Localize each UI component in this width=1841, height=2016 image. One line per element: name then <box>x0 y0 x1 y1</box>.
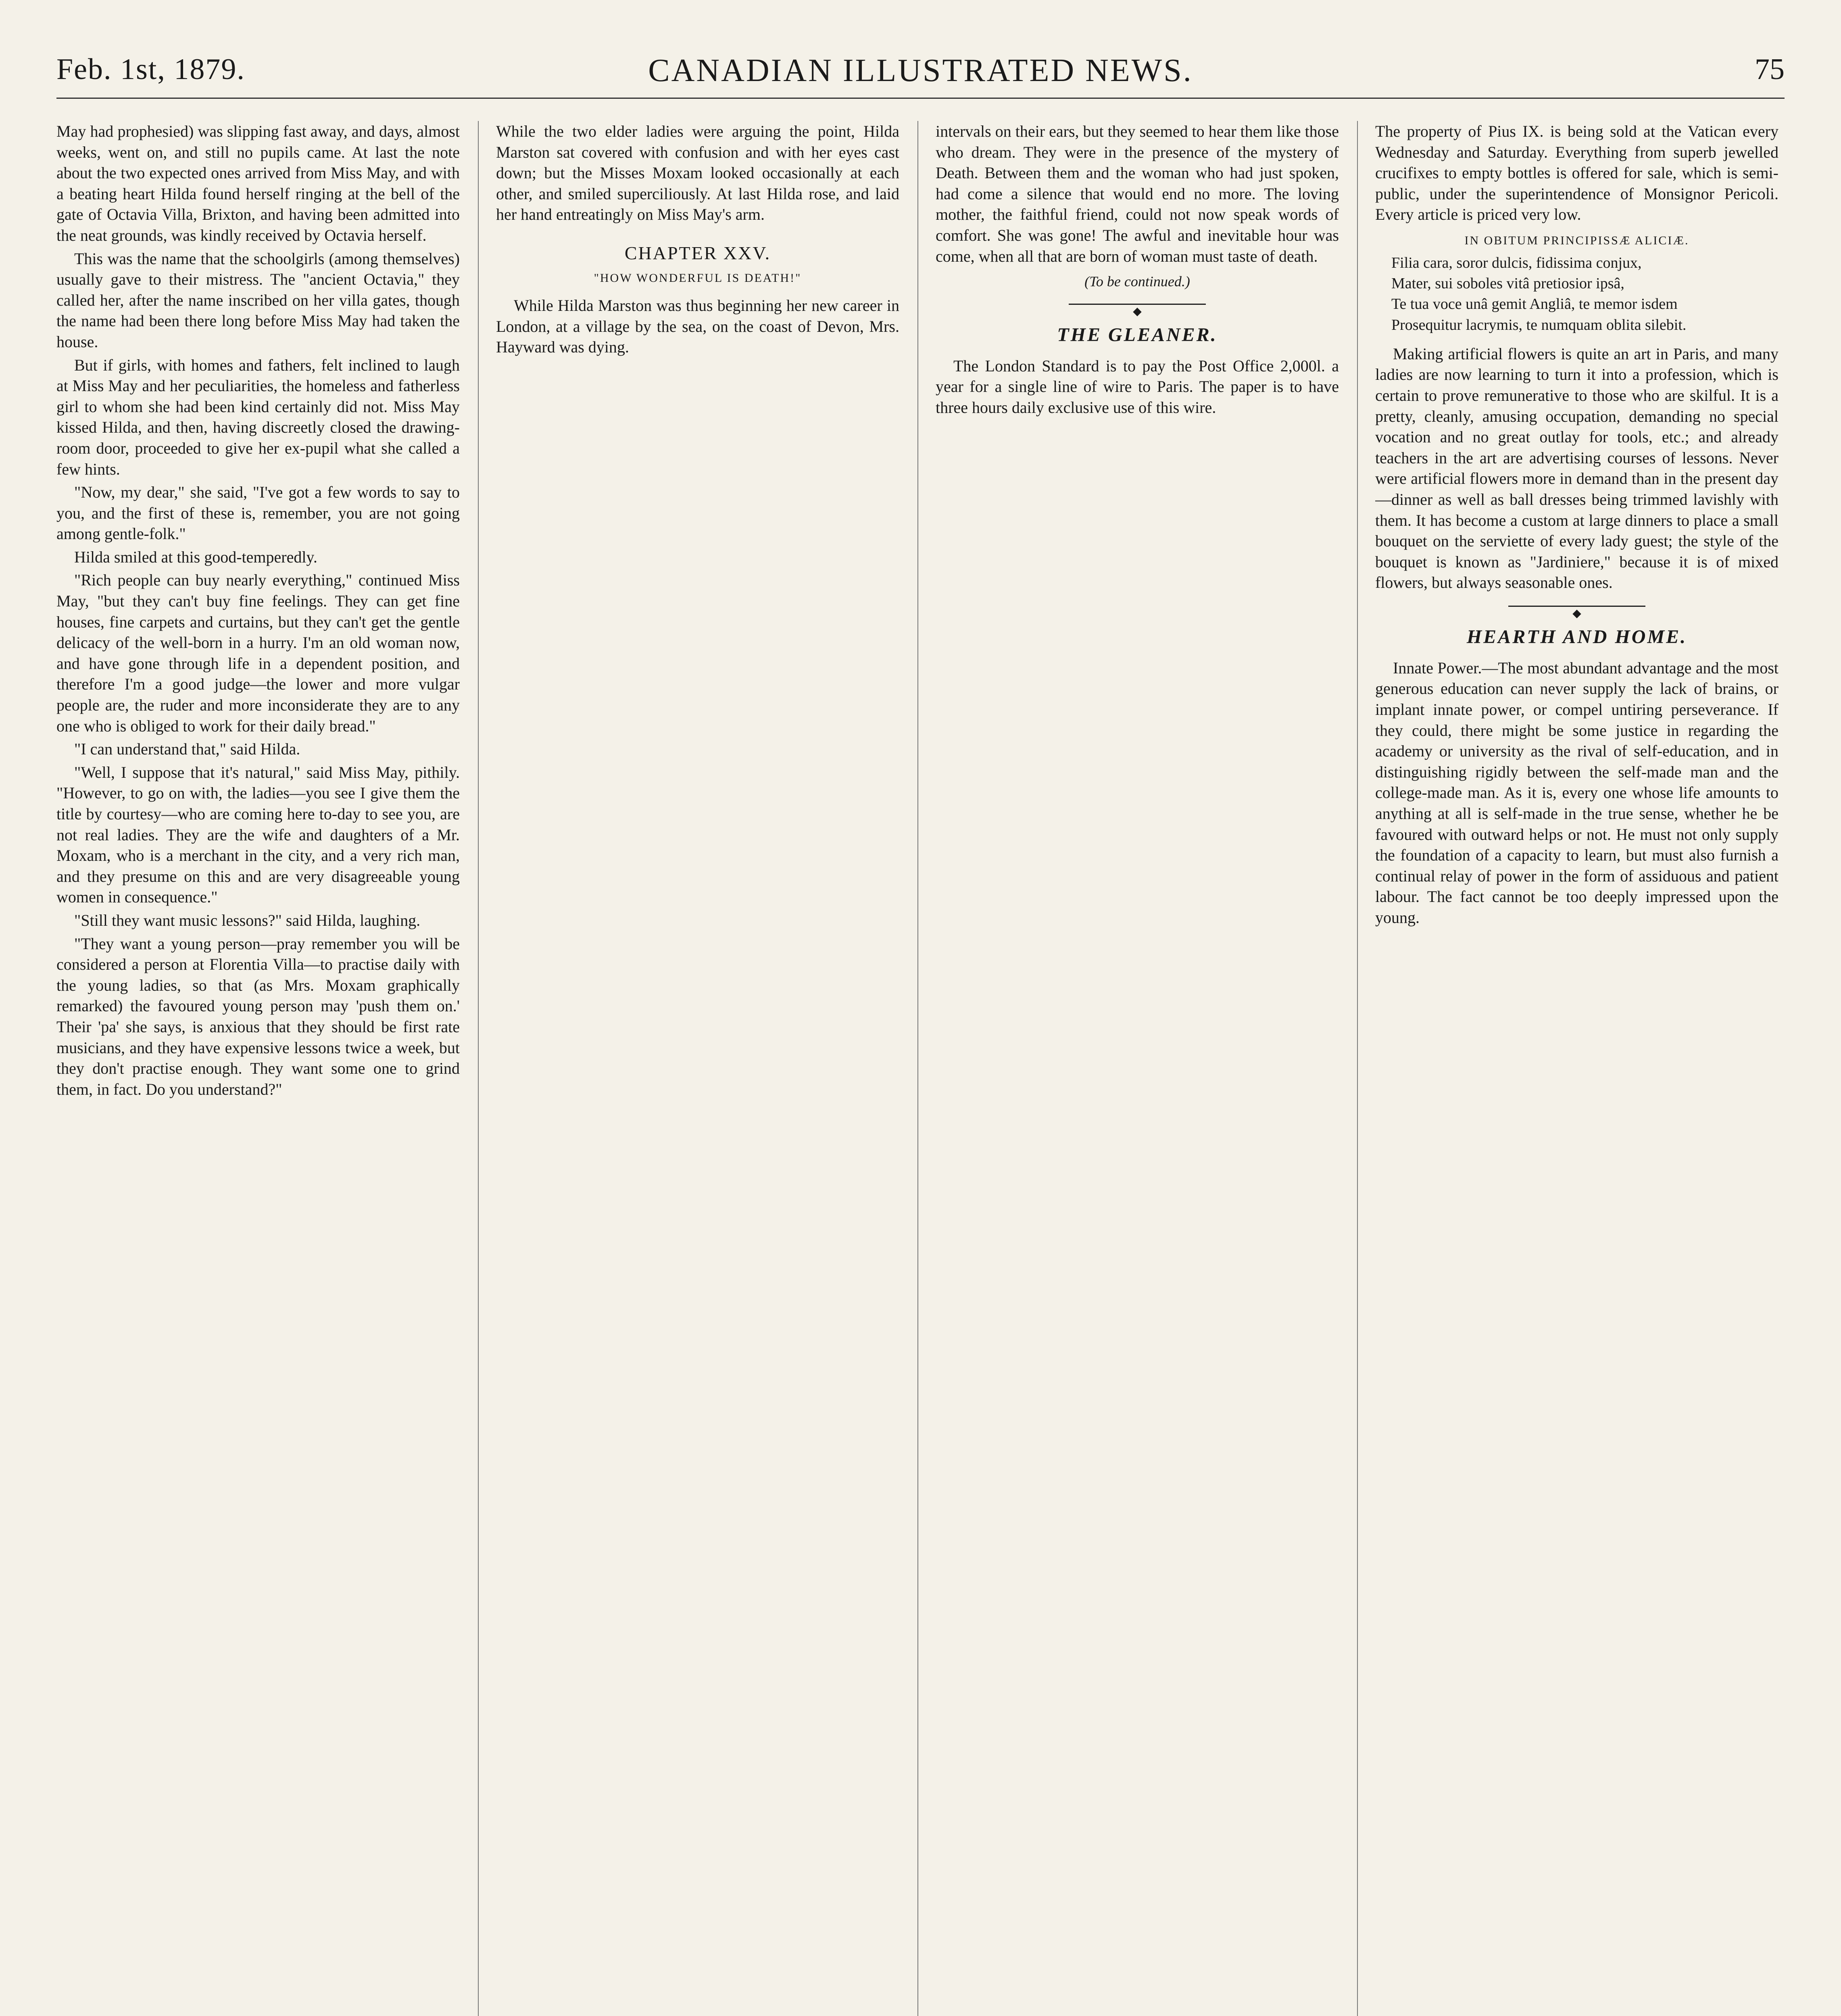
chapter-heading: CHAPTER XXV. <box>624 242 771 263</box>
verse-line: Filia cara, soror dulcis, fidissima conjux, <box>1391 254 1642 271</box>
poem-title: IN OBITUM PRINCIPISSÆ ALICIÆ. <box>1464 233 1689 247</box>
issue-date: Feb. 1st, 1879. <box>56 53 245 86</box>
paragraph: The London Standard is to pay the Post Office 2,000l. a year for a single line of wire to Paris. The paper is to have three hours daily exclusive use of this wire. <box>936 356 1339 417</box>
page-header <box>56 44 1785 105</box>
verse-line: Prosequitur lacrymis, te numquam oblita silebit. <box>1391 316 1687 333</box>
header-rule <box>56 98 1785 99</box>
column-1 <box>56 121 460 2016</box>
paragraph: "Still they want music lessons?" said Hilda, laughing. <box>74 911 421 929</box>
ornament-icon: ◆ <box>1127 305 1147 318</box>
chapter-subtitle: "HOW WONDERFUL IS DEATH!" <box>594 271 802 285</box>
paragraph: But if girls, with homes and fathers, felt inclined to laugh at Miss May and her peculiarities, the homeless and fatherless girl to whom she had been kind certainly did not. Miss May kissed Hilda, and then, having discreetly closed the drawing-room door, proceeded to give her ex-pupil what she called a few hints. <box>56 356 460 478</box>
column-divider <box>1357 121 1358 2016</box>
paragraph: intervals on their ears, but they seemed to hear them like those who dream. They were in the presence of the mystery of Death. Between them and the woman who had just spoken, had come a silence that would end no more. The loving mother, the faithful friend, could not now speak words of comfort. She was gone! The awful and inevitable hour was come, when all that are born of woman must taste of death. <box>936 122 1339 265</box>
column-divider <box>478 121 479 2016</box>
section-heading-hearth: HEARTH AND HOME. <box>1466 626 1687 648</box>
paragraph: Making artificial flowers is quite an art in Paris, and many ladies are now learning to turn it into a profession, which is certain to prove remunerative to those who are skilful. It is a pretty, cleanly, amusing occupation, demanding no special vocation and no great outlay for tools, etc.; and already teachers in the art are advertising courses of lessons. Never were artificial flowers more in demand than in the present day—dinner as well as ball dresses being trimmed lavishly with them. It has become a custom at large dinners to place a small bouquet on the serviette of every lady guest; the style of the bouquet is known as "Jardiniere," because it is of mixed flowers, but always seasonable ones. <box>1375 344 1778 592</box>
paragraph: Innate Power.—The most abundant advantage and the most generous education can never supply the lack of brains, or implant innate power, or compel untiring perseverance. If they could, there might be some justice in regarding the academy or university as the rival of self-education, and in distinguishing rigidly between the self-made man and the college-made man. As it is, every one whose life amounts to anything at all is self-made in the true sense, whether he be favoured with outward helps or not. He must not only supply the foundation of a capacity to learn, but must also furnish a continual relay of power in the form of assiduous and patient labour. The fact cannot be too deeply impressed upon the young. <box>1375 658 1778 927</box>
newspaper-title: CANADIAN ILLUSTRATED NEWS. <box>648 53 1193 88</box>
paragraph: "They want a young person—pray remember you will be considered a person at Florentia Villa—to practise daily with the young ladies, so that (as Mrs. Moxam graphically remarked) the favoured young person may 'push them on.' Their 'pa' she says, is anxious that they should be first rate musicians, and they have expensive lessons twice a week, but they don't practise enough. They want some one to grind them, in fact. Do you understand?" <box>56 934 460 1098</box>
paragraph: "Rich people can buy nearly everything," continued Miss May, "but they can't buy fine feelings. They can get fine houses, fine carpets and curtains, but they can't get the gentle delicacy of the well-born in a hurry. I'm an old woman now, and have gone through life in a dependent position, and therefore I'm a good judge—the lower and more vulgar people are, the ruder and more inconsiderate they are to any one who is obliged to work for their daily bread." <box>56 571 460 735</box>
paragraph: "Well, I suppose that it's natural," said Miss May, pithily. "However, to go on with, the ladies—you see I give them the title by courtesy—who are coming here to-day to see you, are not real ladies. They are the wife and daughters of a Mr. Moxam, who is a merchant in the city, and a very rich man, and they presume on this and are very disagreeable young women in consequence." <box>56 763 460 906</box>
paragraph: Hilda smiled at this good-temperedly. <box>74 548 317 566</box>
ornament-divider <box>1375 601 1778 620</box>
column-4 <box>1375 121 1778 2016</box>
column-3 <box>936 121 1339 2016</box>
column-2 <box>496 121 899 2016</box>
paragraph: This was the name that the schoolgirls (among themselves) usually gave to their mistress. The "ancient Octavia," they called her, after the name inscribed on her villa gates, though the name had been there long before Miss May had taken the house. <box>56 249 460 351</box>
paragraph: "Now, my dear," she said, "I've got a few words to say to you, and the first of these is, remember, you are not going among gentle-folk." <box>56 483 460 543</box>
verse-line: Te tua voce unâ gemit Angliâ, te memor isdem <box>1391 296 1678 313</box>
ornament-divider <box>936 299 1339 318</box>
latin-verse <box>1391 253 1778 335</box>
paragraph: The property of Pius IX. is being sold at the Vatican every Wednesday and Saturday. Everything from superb jewelled crucifixes to empty bottles is offered for sale, which is semi-public, under the superintendence of Monsignor Pericoli. Every article is priced very low. <box>1375 122 1778 224</box>
paragraph: "I can understand that," said Hilda. <box>74 740 300 758</box>
ornament-icon: ◆ <box>1567 607 1587 620</box>
to-be-continued: (To be continued.) <box>1084 273 1190 290</box>
column-divider <box>917 121 918 2016</box>
paragraph: While Hilda Marston was thus beginning her new career in London, at a village by the sea, on the coast of Devon, Mrs. Hayward was dying. <box>496 296 899 356</box>
paragraph: While the two elder ladies were arguing the point, Hilda Marston sat covered with confusion and with her eyes cast down; but the Misses Moxam looked occasionally at each other, and smiled superciliously. At last Hilda rose, and laid her hand entreatingly on Miss May's arm. <box>496 122 899 224</box>
paragraph: May had prophesied) was slipping fast away, and days, almost weeks, went on, and still no pupils came. At last the note about the two expected ones arrived from Miss May, and with a beating heart Hilda found herself ringing at the bell of the gate of Octavia Villa, Brixton, and having been admitted into the neat grounds, was kindly received by Octavia herself. <box>56 122 460 244</box>
page-number: 75 <box>1755 53 1785 86</box>
section-heading-gleaner: THE GLEANER. <box>1057 324 1218 346</box>
verse-line: Mater, sui soboles vitâ pretiosior ipsâ, <box>1391 275 1624 292</box>
